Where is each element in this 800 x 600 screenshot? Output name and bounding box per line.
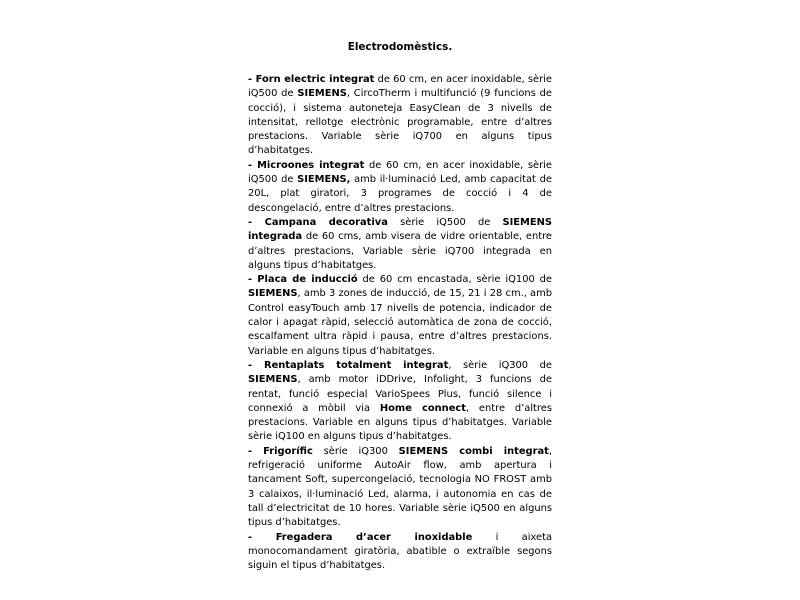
item-dishwasher	[248, 359, 552, 445]
item-oven-details: , CircoTherm i multifunció (9 funcions de cocció), i sistema autoneteja EasyClean de 3 nivells de intensitat, rellotge electrònic programable, entre d’altres prestacions. Variable sèrie iQ700 en alguns tipus d’habitatges.	[248, 88, 552, 157]
item-sink-name: - Fregadera d’acer inoxidable	[248, 531, 473, 543]
item-microwave-name: - Microones integrat	[248, 159, 365, 171]
item-hood-name: - Campana decorativa	[248, 216, 388, 228]
item-fridge-brand: SIEMENS combi integrat	[398, 445, 549, 457]
item-hood-details: de 60 cms, amb visera de vidre orientable, entre d’altres prestacions, Variable sèrie iQ700 integrada en alguns tipus d’habitatges.	[248, 231, 552, 271]
item-dishwasher-text: , sèrie iQ300 de	[448, 359, 552, 371]
item-hood-text: sèrie iQ500 de	[387, 216, 503, 228]
item-oven	[248, 73, 552, 159]
item-fridge-details: , refrigeració uniforme AutoAir flow, amb apertura i tancament Soft, supercongelació, tecnologia NO FROST amb 3 calaixos, il·luminació Led, alarma, i autonomia en cas de tall d’electricitat de 10 hores. Variable sèrie iQ500 en alguns tipus d’habitatges.	[248, 445, 552, 529]
item-sink	[248, 531, 552, 574]
item-sink-details: i aixeta monocomandament giratòria, abatible o extraïble segons siguin el tipus d’habitatges.	[248, 531, 552, 572]
item-oven-name: - Forn electric integrat	[248, 74, 375, 85]
item-dishwasher-details: , amb motor iDDrive, Infolight, 3 funcions de rentat, funció especial VarioSpees Plus, funció silence i connexió a mòbil via	[248, 374, 552, 414]
item-dishwasher-name: - Rentaplats totalment integrat	[248, 359, 449, 371]
document-title: Electrodomèstics.	[347, 41, 453, 53]
item-microwave-details: amb il·luminació Led, amb capacitat de 20L, plat giratori, 3 programes de cocció i 4 de descongelació, entre d’altres prestacions.	[248, 174, 552, 214]
item-fridge-name: - Frigorífic	[248, 445, 313, 457]
document-page	[248, 40, 552, 573]
item-hob-text: de 60 cm encastada, sèrie iQ100 de	[357, 274, 552, 286]
item-fridge	[248, 445, 552, 531]
item-hob-details: , amb 3 zones de inducció, de 15, 21 i 28 cm., amb Control easyTouch amb 17 nivells de potencia, indicador de calor i apagat ràpid, selecció automàtica de zona de cocció, escalfament ultra ràpid i pausa, entre d’altres prestacions. Variable en alguns tipus d’habitatges.	[248, 288, 552, 357]
item-hob-brand: SIEMENS	[248, 288, 298, 300]
item-hob	[248, 273, 552, 359]
item-oven-brand: SIEMENS	[297, 88, 347, 100]
item-hood	[248, 216, 552, 273]
item-fridge-text: sèrie iQ300	[312, 445, 399, 457]
item-dishwasher-details-end: , entre d’altres prestacions. Variable en alguns tipus d’habitatges. Variable sèrie iQ100 en alguns tipus d’habitatges.	[248, 402, 552, 443]
item-microwave-brand: SIEMENS,	[297, 174, 351, 186]
item-dishwasher-brand: SIEMENS	[248, 374, 298, 386]
item-oven-text: de 60 cm, en acer inoxidable, sèrie iQ500 de	[248, 74, 552, 100]
item-dishwasher-home-connect: Home connect	[379, 402, 466, 414]
item-hob-name: - Placa de inducció	[248, 274, 358, 286]
item-microwave-text: de 60 cm, en acer inoxidable, sèrie iQ500 de	[248, 159, 552, 186]
item-hood-brand: SIEMENS integrada	[248, 216, 552, 243]
item-microwave	[248, 159, 552, 216]
